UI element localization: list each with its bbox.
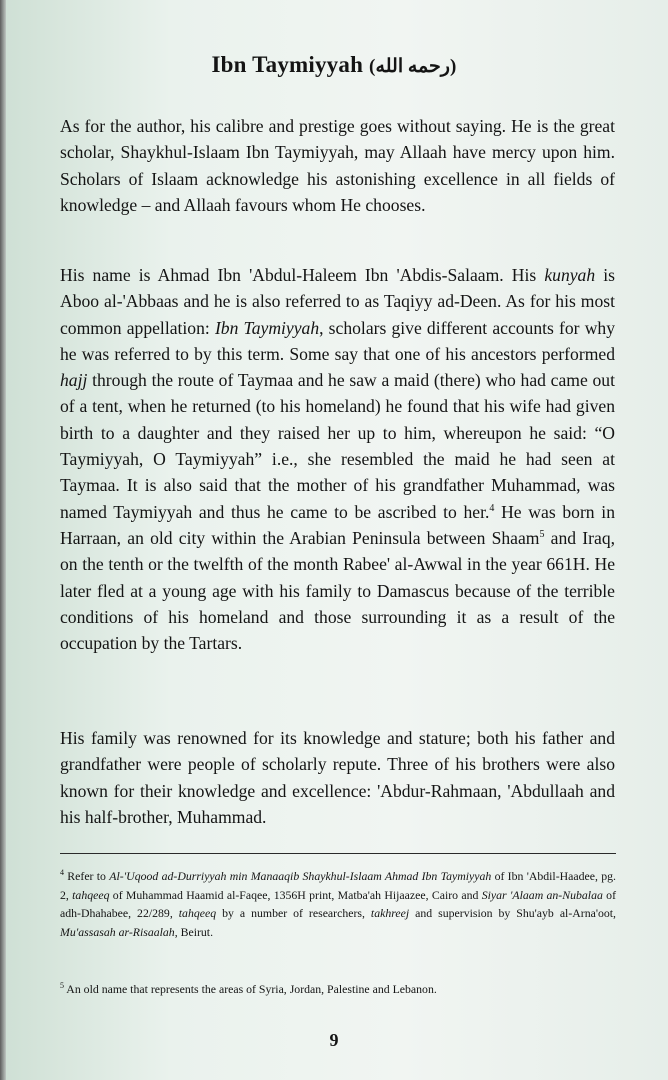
title-text: Ibn Taymiyyah bbox=[211, 52, 364, 77]
appellation-term: Ibn Taymiyyah bbox=[214, 317, 320, 338]
footnote-4-number: 4 bbox=[60, 868, 64, 878]
paragraph-intro: As for the author, his calibre and prestige goes without saying. He is the great scholar, Shaykhul-Islaam Ibn Taymiyyah, may Allaah have mercy upon him. Scholars of Islaam acknowledge his astonishing excellence in all fields of knowledge – and Allaah favours whom He chooses. bbox=[60, 116, 615, 215]
footnote-5: $^5$ An old name that represents the areas of Syria, Jordan, Palestine and Lebanon. bbox=[60, 981, 437, 996]
footnote-ref-5: 5 bbox=[539, 529, 545, 541]
hajj-term: hajj bbox=[60, 370, 88, 391]
salutation-glyph: (رحمه الله) bbox=[369, 56, 457, 77]
footnote-divider bbox=[60, 853, 616, 854]
kunyah-term: kunyah bbox=[544, 265, 596, 285]
page-number: 9 bbox=[329, 1030, 339, 1050]
footnote-4: $^4$ Refer to Al-'Uqood ad-Durriyyah min Manaaqib Shaykhul-Islaam Ahmad Ibn Taymiyyah of Ibn 'Abdil-Haadee, pg. 2, tahqeeq of Muhammad Haamid al-Faqee, 1356H print, Matba'ah Hijaazee, Cairo and Siyar 'Alaam an-Nubalaa of adh-Dhahabee, 22/289, tahqeeq by a number of researchers, takhreej and supervision by Shu'ayb al-Arna'oot, Mu'assasah ar-Risaalah, Beirut. bbox=[60, 868, 616, 939]
paragraph-family: His family was renowned for its knowledge and stature; both his father and grandfather were people of scholarly repute. Three of his brothers were also known for their knowledge and excellence: 'Abdur-Rahmaan, 'Abdullaah and his half-brother, Muhammad. bbox=[60, 728, 615, 827]
footnote-ref-4: 4 bbox=[489, 502, 495, 514]
paragraph-name-origin: His name is Ahmad Ibn 'Abdul-Haleem Ibn 'Abdis-Salaam. His kunyah is Aboo al-'Abbaas and he is also referred to as Taqiyy ad-Deen. As for his most common appellation: Ibn Taymiyyah, scholars give different accounts for why he was referred to by this term. Some say that one of his ancestors performed hajj through the route of Taymaa and he saw a maid (there) who had came out of a tent, when he returned (to his homeland) he found that his wife had given birth to a daughter and they raised her up to him, whereupon he said: “O Taymiyyah, O Taymiyyah” i.e., she resembled the maid he had seen at Taymaa. It is also said that the mother of his grandfather Muhammad, was named Taymiyyah and thus he came to be ascribed to her.$^4$ He was born in Harraan, an old city within the Arabian Peninsula between Shaam$^5$ and Iraq, on the tenth or the twelfth of the month Rabee' al-Awwal in the year 661H. He later fled at a young age with his family to Damascus because of the terrible conditions of his homeland and those surrounding it as a result of the occupation by the Tartars. bbox=[60, 265, 616, 654]
footnote-5-number: 5 bbox=[60, 981, 64, 991]
page-title bbox=[0, 52, 668, 78]
